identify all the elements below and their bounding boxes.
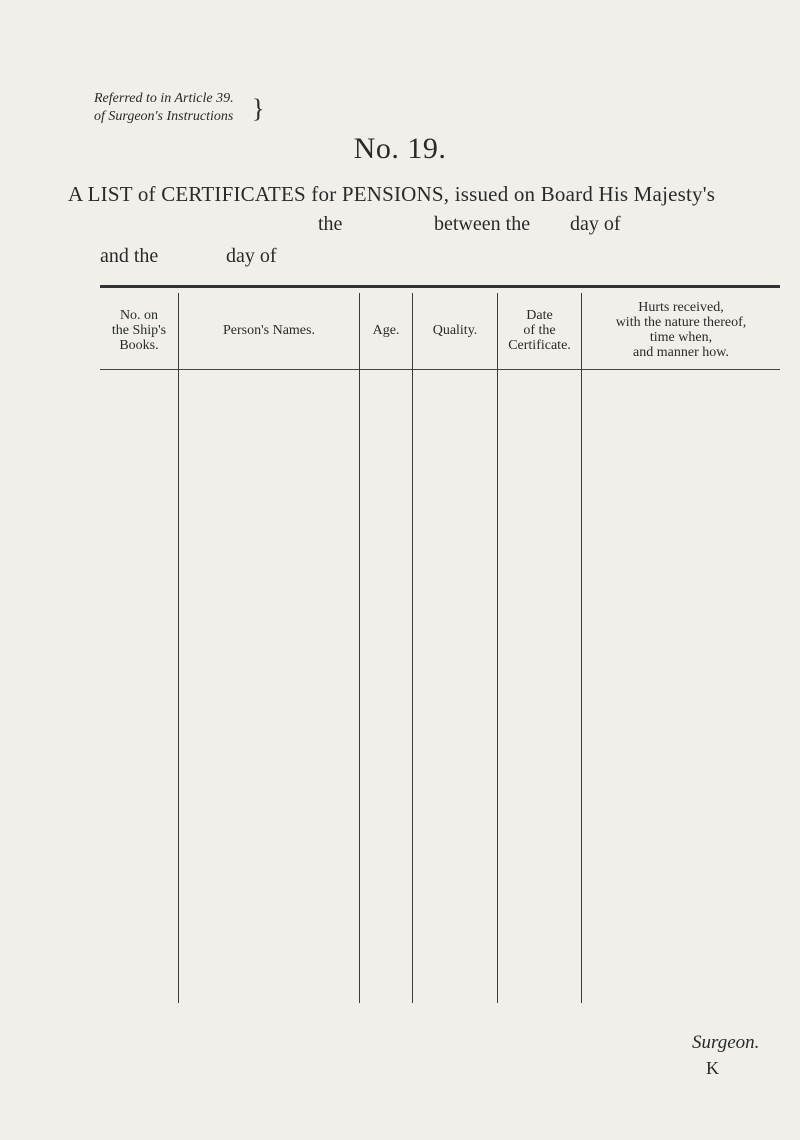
column-divider <box>581 293 582 1003</box>
subheading-and-the: and the <box>100 245 159 267</box>
signature-mark: K <box>706 1058 719 1078</box>
subheading-day-of-1: day of <box>570 213 621 235</box>
column-header-hurts-received: Hurts received, with the nature thereof, time when, and manner how. <box>615 300 747 360</box>
column-divider <box>412 293 413 1003</box>
column-header-age: Age. <box>372 322 400 338</box>
reference-line-2: of Surgeon's Instructions <box>94 109 234 124</box>
table-top-rule <box>100 285 780 288</box>
column-divider <box>178 293 179 1003</box>
reference-line-1: Referred to in Article 39. <box>94 91 234 106</box>
subheading-the: the <box>318 213 343 235</box>
document-title: No. 19. <box>353 132 447 165</box>
document-heading: A LIST of CERTIFICATES for PENSIONS, issued on Board His Majesty's <box>68 182 716 206</box>
article-reference <box>94 90 234 126</box>
column-header-quality: Quality. <box>432 322 478 338</box>
subheading-day-of-2: day of <box>226 245 277 267</box>
column-header-person-names: Person's Names. <box>223 322 315 338</box>
column-header-certificate-date: Date of the Certificate. <box>508 307 571 353</box>
column-divider <box>497 293 498 1003</box>
certificates-table <box>100 285 780 1003</box>
column-header-ship-books-no: No. on the Ship's Books. <box>111 307 167 353</box>
subheading-between: between the <box>434 213 531 235</box>
column-divider <box>359 293 360 1003</box>
table-header-rule <box>100 369 780 370</box>
brace-icon: } <box>252 94 265 123</box>
surgeon-signature-label: Surgeon. <box>692 1032 760 1053</box>
